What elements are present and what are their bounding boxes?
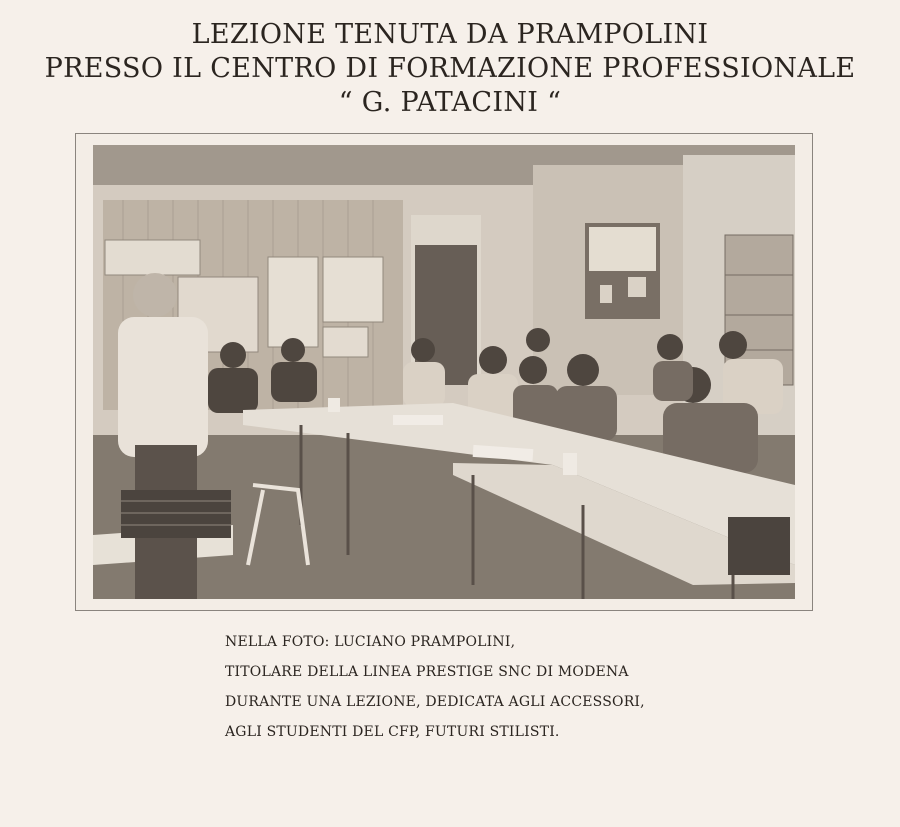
caption-line-2: TITOLARE DELLA LINEA PRESTIGE SNC DI MODENA: [225, 664, 629, 680]
caption-line-3: DURANTE UNA LEZIONE, DEDICATA AGLI ACCESSORI,: [225, 694, 645, 710]
page-title: [0, 18, 900, 120]
caption-line-1: NELLA FOTO: LUCIANO PRAMPOLINI,: [225, 634, 516, 650]
title-line-3: “ G. PATACINI “: [338, 87, 562, 118]
title-line-2: PRESSO IL CENTRO DI FORMAZIONE PROFESSIONALE: [44, 53, 856, 84]
title-line-1: LEZIONE TENUTA DA PRAMPOLINI: [191, 19, 709, 50]
photo-caption: [225, 627, 785, 747]
caption-line-4: AGLI STUDENTI DEL CFP, FUTURI STILISTI.: [225, 724, 560, 740]
classroom-photo-icon: [93, 145, 795, 599]
classroom-photo: [93, 145, 795, 599]
